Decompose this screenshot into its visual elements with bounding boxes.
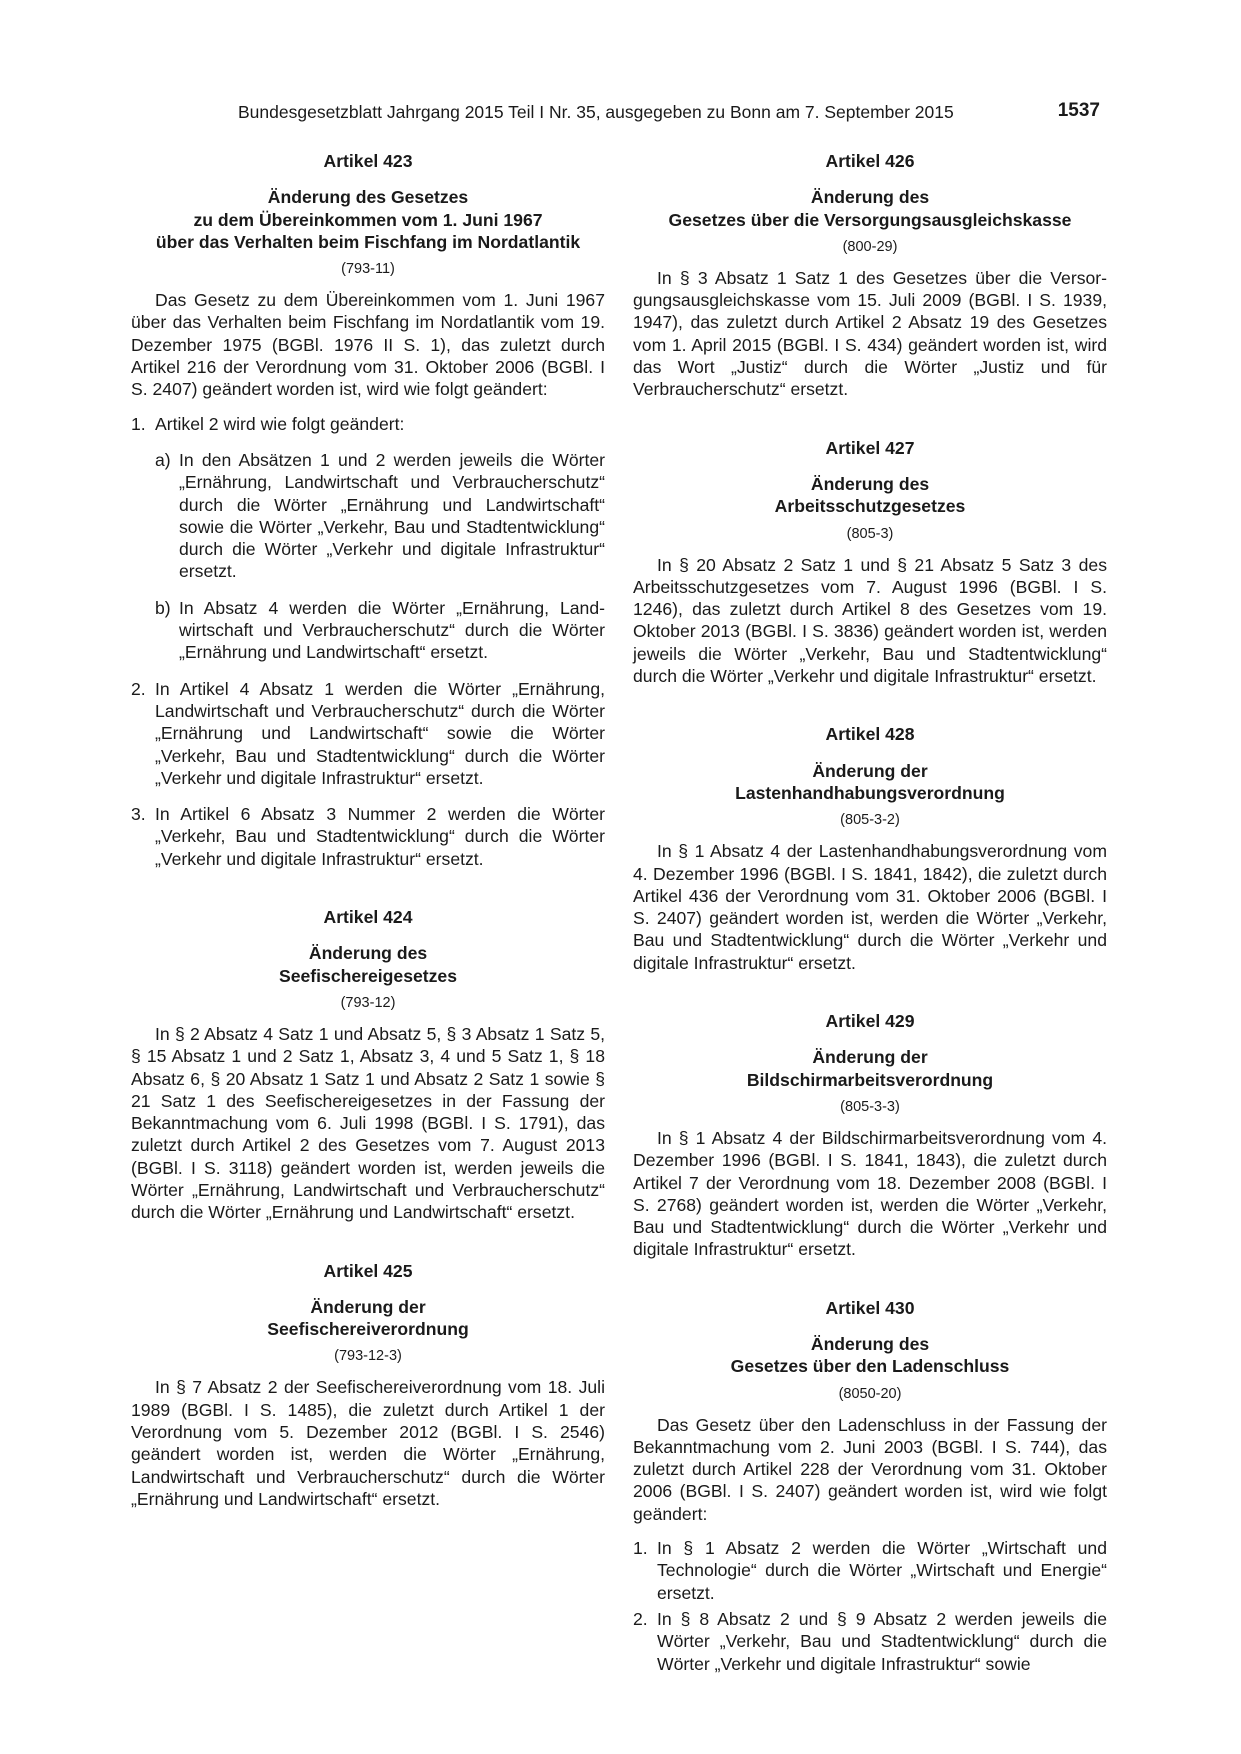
article-body: Das Gesetz zu dem Übereinkommen vom 1. Juni 1967 über das Verhalten beim Fischfang im Nordatlantik vom 19. Dezember 1975 (BGBl. 1976 II S. 1), das zuletzt durch Artikel 216 der Verordnung vom 31. Oktober 2006 (BGBl. I S. 2407) geändert worden ist, wird wie folgt geändert:	[131, 290, 605, 400]
article-number: Artikel 423	[323, 151, 413, 171]
article-title-line: Bildschirmarbeitsverordnung	[746, 1069, 994, 1090]
article-body: In § 2 Absatz 4 Satz 1 und Absatz 5, § 3 Absatz 1 Satz 5, § 15 Absatz 1 und 2 Satz 1, Absatz 3, 4 und 5 Satz 1, § 18 Absatz 6, § 20 Absatz 1 Satz 1 und Absatz 2 Satz 1 sowie § 21 Satz 1 des Seefischereigesetzes in der Fassung der Bekanntmachung vom 6. Juli 1998 (BGBl. I S. 1791), das zuletzt durch Artikel 2 des Gesetzes vom 7. August 2013 (BGBl. I S. 3118) geändert worden ist, werden jeweils die Wörter „Ernährung, Landwirtschaft und Verbraucherschutz“ durch die Wörter „Ernährung und Landwirtschaft“ ersetzt.	[131, 1023, 605, 1223]
article-title-line: Änderung des	[810, 187, 930, 208]
article-title-line: Gesetzes über den Ladenschluss	[730, 1356, 1010, 1377]
list-item-label: 3.	[131, 804, 146, 825]
article-title-line: Änderung der	[812, 1047, 928, 1068]
list-item	[131, 413, 605, 664]
article-number: Artikel 424	[323, 907, 413, 928]
article-title	[633, 473, 1107, 518]
article-code: (793-12-3)	[334, 1348, 402, 1365]
article-number: Artikel 428	[825, 724, 915, 745]
article-body: In § 1 Absatz 4 der Bildschirmarbeitsverordnung vom 4. Dezember 1996 (BGBl. I S. 1841, 1843), die zuletzt durch Artikel 7 der Verordnung vom 18. Dezember 2008 (BGBl. I S. 2768) geändert worden ist, werden die Wörter „Verkehr, Bau und Stadtentwicklung“ durch die Wörter „Verkehr und digitale Infrastruktur“ ersetzt.	[633, 1127, 1107, 1260]
list-item-text: In Artikel 6 Absatz 3 Nummer 2 werden die Wörter „Verkehr, Bau und Stadtentwicklung“ durch die Wörter „Verkehr und digitale Infrastruktur“ ersetzt.	[155, 804, 605, 869]
article-424	[131, 906, 605, 1224]
article-title-line: zu dem Übereinkommen vom 1. Juni 1967	[193, 209, 543, 230]
list-item	[633, 1608, 1107, 1675]
running-header	[130, 100, 1100, 128]
article-body: In § 3 Absatz 1 Satz 1 des Gesetzes über die Versorgungsausgleichskasse vom 15. Juli 2009 (BGBl. I S. 1939, 1947), das zuletzt durch Artikel 2 Absatz 19 des Gesetzes vom 1. April 2015 (BGBl. I S. 434) geändert worden ist, wird das Wort „Justiz“ durch die Wörter „Justiz und für Verbraucherschutz“ ersetzt.	[633, 267, 1107, 400]
article-code: (805-3)	[846, 525, 894, 542]
list-item-label: 1.	[633, 1538, 648, 1559]
article-number: Artikel 426	[825, 151, 915, 171]
page-number: 1537	[1057, 100, 1100, 121]
article-title-line: Seefischereigesetzes	[279, 965, 457, 986]
article-430	[633, 1297, 1107, 1675]
article-number: Artikel 427	[825, 437, 915, 458]
article-title-line: Änderung der	[310, 1296, 426, 1317]
article-code: (793-11)	[341, 261, 395, 278]
sub-list-item-text: In den Absätzen 1 und 2 werden jeweils die Wörter „Ernährung, Landwirtschaft und Verbraucherschutz“ durch die Wörter „Ernährung und Landwirtschaft“ sowie die Wörter „Verkehr, Bau und Stadtentwicklung“ durch die Wörter „Verkehr und digitale Infrastruktur“ ersetzt.	[179, 449, 605, 582]
sub-list-item-label: a)	[155, 449, 171, 470]
article-number: Artikel 429	[825, 1011, 915, 1032]
article-title	[633, 1333, 1107, 1378]
article-title-line: Änderung des	[308, 943, 428, 964]
article-code: (805-3-2)	[840, 812, 900, 829]
list-item	[131, 803, 605, 870]
article-number: Artikel 430	[825, 1297, 915, 1318]
article-title-line: Änderung des	[810, 1333, 930, 1354]
article-title	[131, 1296, 605, 1341]
article-title-line: Seefischereiverordnung	[267, 1319, 469, 1340]
article-title	[633, 760, 1107, 805]
article-code: (8050-20)	[838, 1385, 902, 1402]
article-426	[633, 150, 1107, 401]
article-body: Das Gesetz über den Ladenschluss in der Fassung der Bekanntmachung vom 2. Juni 2003 (BGBl. I S. 744), das zuletzt durch Artikel 228 der Verordnung vom 31. Oktober 2006 (BGBl. I S. 2407) geändert worden ist, wird wie folgt geändert:	[633, 1414, 1107, 1524]
article-429	[633, 1010, 1107, 1261]
amendment-list	[633, 1537, 1107, 1675]
article-title-line: Änderung der	[812, 760, 928, 781]
article-code: (800-29)	[842, 238, 898, 255]
list-item-text: In § 1 Absatz 2 werden die Wörter „Wirtschaft und Technologie“ durch die Wörter „Wirtschaft und Energie“ ersetzt.	[657, 1538, 1107, 1603]
list-item-text: In Artikel 4 Absatz 1 werden die Wörter „Ernährung, Landwirtschaft und Verbraucherschutz“ durch die Wörter „Ernährung und Landwirtschaft“ sowie die Wörter „Verkehr, Bau und Stadtentwicklung“ durch die Wörter „Verkehr und digitale Infrastruktur“ ersetzt.	[155, 678, 605, 788]
article-body: In § 7 Absatz 2 der Seefischereiverordnung vom 18. Juli 1989 (BGBl. I S. 1485), die zuletzt durch Artikel 1 der Verordnung vom 5. Dezember 2012 (BGBl. I S. 2546) geändert worden ist, werden die Wörter „Ernährung, Landwirtschaft und Verbraucherschutz“ durch die Wörter „Ernährung und Landwirtschaft“ ersetzt.	[131, 1377, 605, 1509]
left-column	[131, 150, 605, 1546]
header-title: Bundesgesetzblatt Jahrgang 2015 Teil I Nr. 35, ausgegeben zu Bonn am 7. September 2015	[238, 102, 954, 122]
sub-list-item-text: In Absatz 4 werden die Wörter „Ernährung, Landwirtschaft und Verbraucherschutz“ durch die Wörter „Ernährung und Landwirtschaft“ ersetzt.	[179, 597, 605, 663]
article-title-line: Arbeitsschutzgesetzes	[774, 496, 966, 517]
list-item	[131, 678, 605, 789]
article-title-line: Änderung des	[810, 473, 930, 494]
sub-amendment-list	[155, 449, 605, 664]
article-title-line: Änderung des Gesetzes	[267, 187, 469, 208]
article-title	[131, 942, 605, 987]
article-428	[633, 723, 1107, 974]
article-425	[131, 1260, 605, 1511]
right-column	[633, 150, 1107, 1711]
list-item-text: In § 8 Absatz 2 und § 9 Absatz 2 werden jeweils die Wörter „Verkehr, Bau und Stadtentwicklung“ durch die Wörter „Verkehr und digitale Infrastruktur“ sowie	[657, 1608, 1107, 1674]
sub-list-item-label: b)	[155, 597, 171, 618]
list-item-label: 2.	[131, 678, 146, 699]
list-item-text: Artikel 2 wird wie folgt geändert:	[155, 413, 405, 434]
article-code: (793-12)	[340, 994, 396, 1011]
article-body: In § 1 Absatz 4 der Lastenhandhabungsverordnung vom 4. Dezember 1996 (BGBl. I S. 1841, 1842), die zuletzt durch Artikel 436 der Verordnung vom 31. Oktober 2006 (BGBl. I S. 2407) geändert worden ist, werden die Wörter „Verkehr, Bau und Stadtentwicklung“ durch die Wörter „Verkehr und digitale Infrastruktur“ ersetzt.	[633, 841, 1107, 973]
sub-list-item	[155, 449, 605, 583]
list-item-label: 2.	[633, 1608, 648, 1629]
article-title	[633, 1046, 1107, 1091]
article-title-line: über das Verhalten beim Fischfang im Nordatlantik	[155, 231, 581, 252]
article-title-line: Gesetzes über die Versorgungsausgleichskasse	[668, 209, 1072, 230]
article-423	[131, 150, 605, 870]
amendment-list	[131, 413, 605, 870]
list-item-label: 1.	[131, 413, 146, 434]
list-item	[633, 1537, 1107, 1604]
article-427	[633, 437, 1107, 688]
article-code: (805-3-3)	[840, 1098, 900, 1115]
article-number: Artikel 425	[323, 1260, 413, 1281]
article-title	[633, 186, 1107, 231]
article-title-line: Lastenhandhabungsverordnung	[735, 782, 1005, 803]
article-title	[131, 186, 605, 253]
article-body: In § 20 Absatz 2 Satz 1 und § 21 Absatz 5 Satz 3 des Arbeitsschutzgesetzes vom 7. August 1996 (BGBl. I S. 1246), das zuletzt durch Artikel 8 des Gesetzes vom 19. Oktober 2013 (BGBl. I S. 3836) geändert worden ist, werden jeweils die Wörter „Verkehr, Bau und Stadtentwicklung“ durch die Wörter „Verkehr und digitale Infrastruktur“ ersetzt.	[633, 554, 1107, 687]
sub-list-item	[155, 597, 605, 664]
